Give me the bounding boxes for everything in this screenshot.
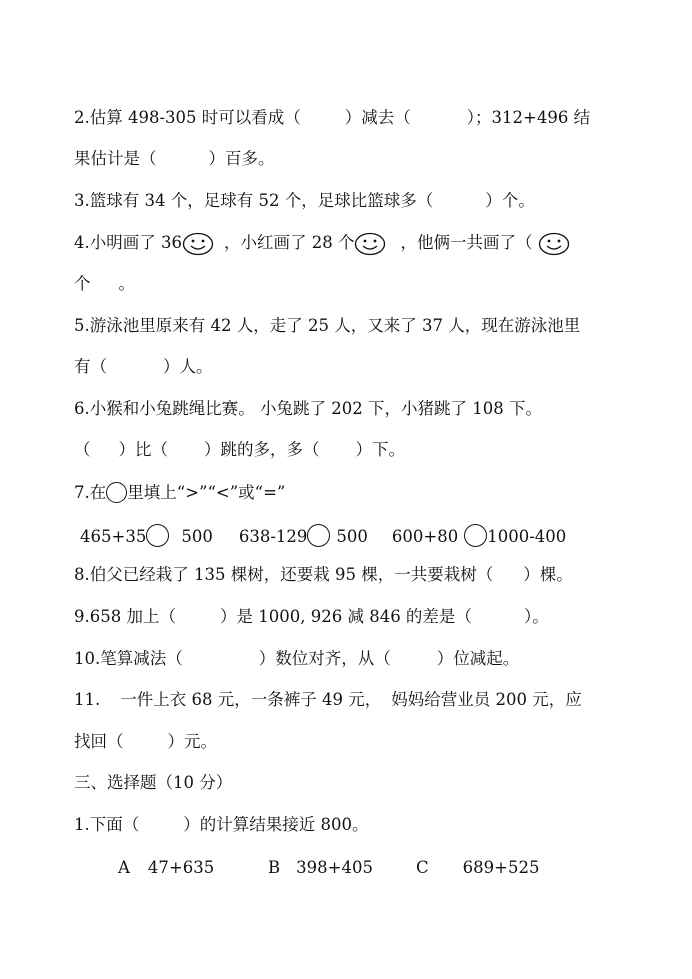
q6-text-b: （	[74, 440, 91, 459]
question-11-line-1	[74, 690, 582, 710]
q8-text-b: ）棵。	[523, 565, 573, 584]
q11-text-d: ）元。	[167, 732, 217, 751]
q9-text-c: ）。	[523, 607, 549, 626]
compare-circle-3-icon[interactable]	[464, 524, 487, 547]
question-7-expressions	[80, 524, 566, 547]
compare-circle-2-icon[interactable]	[307, 524, 330, 547]
q10-text-a: 10.笔算减法（	[74, 649, 183, 668]
q6-text-d: ）跳的多，多（	[204, 440, 320, 459]
question-4-line-1	[74, 232, 570, 261]
choice-question-1	[74, 815, 369, 835]
q10-text-c: ）位减起。	[436, 649, 520, 668]
q7-expr-1-left: 465+35	[80, 527, 147, 546]
q11-number: 11.	[74, 690, 101, 709]
question-2-line-1	[74, 108, 590, 128]
q2-text-c: ）；312+496 结	[466, 108, 591, 127]
question-5-line-1	[74, 316, 580, 336]
q2-text-e: ）百多。	[208, 149, 275, 168]
choice-option-c[interactable]	[416, 858, 539, 877]
question-6-line-2	[74, 440, 405, 460]
section-3-title	[74, 773, 232, 793]
option-letter: C	[416, 858, 429, 877]
q6-text-c: ）比（	[118, 440, 168, 459]
question-3	[74, 191, 535, 211]
choice-option-a[interactable]	[118, 858, 214, 877]
question-2-line-2	[74, 149, 275, 169]
option-letter: A	[118, 858, 130, 877]
q5-text-c: ）人。	[163, 357, 213, 376]
q6-text-a: 6.小猴和小兔跳绳比赛。 小兔跳了 202 下，小猪跳了 108 下。	[74, 399, 542, 418]
q7-text-b: 里填上“>”“<”或“=”	[127, 483, 286, 502]
question-10	[74, 649, 519, 669]
q9-text-b: ）是 1000, 926 减 846 的差是（	[219, 607, 472, 626]
question-11-line-2	[74, 732, 217, 752]
q8-text-a: 8.伯父已经栽了 135 棵树，还要栽 95 棵，一共要栽树（	[74, 565, 494, 584]
q4-text-b: ，小红画了 28 个	[223, 233, 355, 252]
q2-text-d: 果估计是（	[74, 149, 157, 168]
question-6-line-1	[74, 399, 542, 419]
q7-expr-1-right: 500	[181, 527, 213, 546]
q11-text-a: 一件上衣 68 元，一条裤子 49 元，	[120, 690, 382, 709]
option-expression: 398+405	[296, 858, 373, 877]
q4-text-d: 个	[74, 274, 91, 293]
q11-text-c: 找回（	[74, 732, 124, 751]
smiley-face-icon	[354, 232, 386, 261]
q7-expr-3-left: 600+80	[391, 527, 459, 546]
q5-text-b: 有（	[74, 357, 107, 376]
question-7-title	[74, 482, 285, 503]
question-9	[74, 607, 549, 627]
q3-text-b: ）个。	[485, 191, 535, 210]
q5-text-a: 5.游泳池里原来有 42 人，走了 25 人，又来了 37 人，现在游泳池里	[74, 316, 581, 335]
q7-text-a: 7.在	[74, 483, 107, 502]
compare-circle-icon	[106, 482, 127, 503]
q9-text-a: 9.658 加上（	[74, 607, 176, 626]
q7-expr-2-right: 500	[336, 527, 368, 546]
smiley-face-icon	[182, 232, 214, 261]
q4-text-c: ，他俩一共画了（	[400, 233, 533, 252]
mc1-text-b: ）的计算结果接近 800。	[183, 815, 369, 834]
q2-text-b: ）减去（	[344, 108, 411, 127]
compare-circle-1-icon[interactable]	[146, 524, 169, 547]
q7-expr-3-right: 1000-400	[487, 527, 567, 546]
q4-text-e: 。	[118, 274, 135, 293]
question-8	[74, 565, 573, 585]
section-title-text: 三、选择题（10 分）	[74, 773, 233, 792]
q4-text-a: 4.小明画了 36	[74, 233, 182, 252]
option-letter: B	[268, 858, 281, 877]
q7-expr-2-left: 638-129	[238, 527, 308, 546]
option-expression: 47+635	[147, 858, 215, 877]
mc1-text-a: 1.下面（	[74, 815, 140, 834]
option-expression: 689+525	[462, 858, 540, 877]
q3-text-a: 3.篮球有 34 个，足球有 52 个，足球比篮球多（	[74, 191, 434, 210]
q10-text-b: ）数位对齐，从（	[258, 649, 391, 668]
question-5-line-2	[74, 357, 213, 377]
smiley-face-icon	[538, 232, 570, 261]
question-4-line-2	[74, 274, 135, 294]
q2-text-a: 2.估算 498-305 时可以看成（	[74, 108, 301, 127]
choice-option-b[interactable]	[268, 858, 373, 877]
q6-text-e: ）下。	[355, 440, 405, 459]
q11-text-b: 妈妈给营业员 200 元，应	[391, 690, 582, 709]
